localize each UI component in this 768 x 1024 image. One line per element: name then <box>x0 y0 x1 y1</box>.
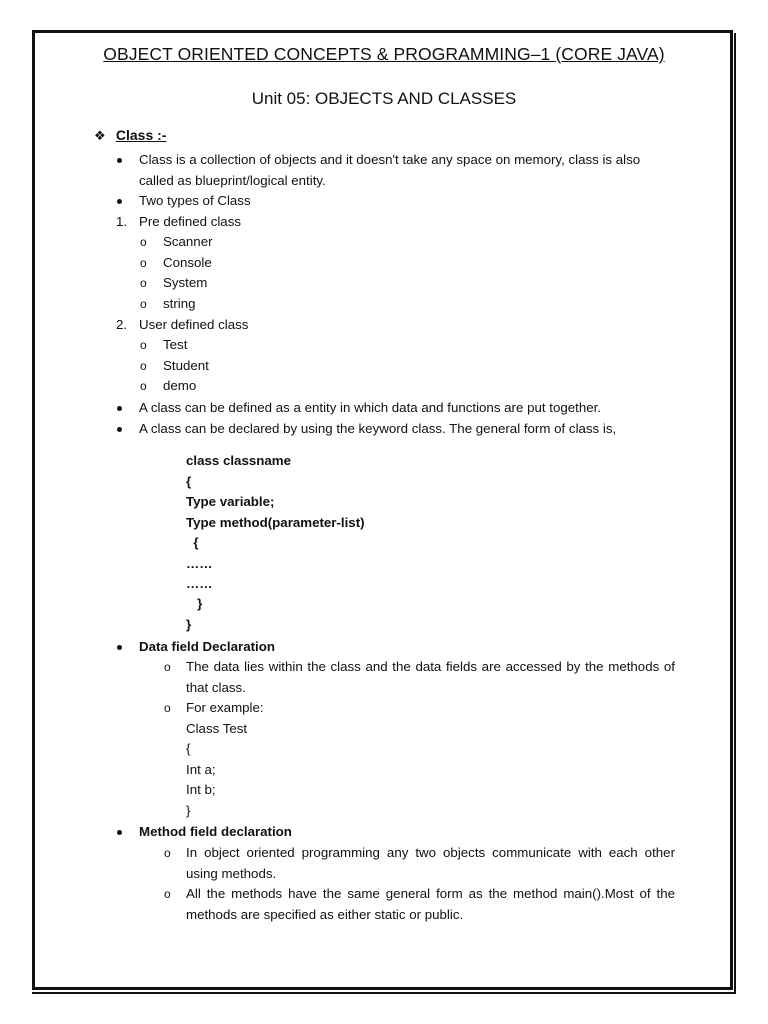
circle-bullet-icon: o <box>164 660 171 674</box>
list-item: Scanner <box>163 234 213 249</box>
bullet-icon <box>117 830 122 835</box>
diamond-bullet-icon: ❖ <box>94 128 106 143</box>
data-field-description: The data lies within the class and the data fields are accessed by the methods of that class. <box>186 659 675 695</box>
circle-bullet-icon: o <box>164 887 171 901</box>
example-line: { <box>186 741 191 756</box>
list-item: Student <box>163 358 209 373</box>
method-field-description-1: In object oriented programming any two objects communicate with each other using methods. <box>186 845 675 881</box>
syntax-line: class classname <box>186 453 291 468</box>
list-number: 1. <box>116 214 128 229</box>
syntax-line: { <box>186 535 199 550</box>
list-number: 2. <box>116 317 128 332</box>
list-item: string <box>163 296 196 311</box>
circle-bullet-icon: o <box>164 846 171 860</box>
example-line: Int a; <box>186 762 216 777</box>
circle-bullet-icon: o <box>140 338 147 352</box>
bullet-icon <box>117 406 122 411</box>
syntax-line: Type method(parameter-list) <box>186 515 365 530</box>
type-label-predefined: Pre defined class <box>139 214 241 229</box>
example-line: } <box>186 803 191 818</box>
circle-bullet-icon: o <box>140 297 147 311</box>
page-border-shadow-right <box>734 33 736 993</box>
circle-bullet-icon: o <box>140 256 147 270</box>
data-field-heading: Data field Declaration <box>139 639 275 654</box>
bullet-icon <box>117 199 122 204</box>
syntax-line: } <box>186 596 203 611</box>
class-declaration-bullet: A class can be declared by using the keyword class. The general form of class is, <box>139 421 617 436</box>
method-field-description-2: All the methods have the same general form as the method main().Most of the methods are specified as either static or public. <box>186 886 675 922</box>
bullet-icon <box>117 158 122 163</box>
type-label-userdefined: User defined class <box>139 317 249 332</box>
circle-bullet-icon: o <box>140 359 147 373</box>
document-title: OBJECT ORIENTED CONCEPTS & PROGRAMMING–1 (CORE JAVA) <box>103 44 665 64</box>
bullet-icon <box>117 427 122 432</box>
unit-title: Unit 05: OBJECTS AND CLASSES <box>251 89 517 108</box>
list-item: Console <box>163 255 212 270</box>
syntax-line: …… <box>186 556 213 571</box>
page-border-shadow-bottom <box>32 992 736 994</box>
method-field-heading: Method field declaration <box>139 824 292 839</box>
list-item: demo <box>163 378 197 393</box>
syntax-line: } <box>186 617 192 632</box>
section-heading-text: Class :- <box>115 127 167 143</box>
class-definition-bullet: A class can be defined as a entity in which data and functions are put together. <box>139 400 602 415</box>
circle-bullet-icon: o <box>140 235 147 249</box>
syntax-line: { <box>186 474 192 489</box>
circle-bullet-icon: o <box>140 276 147 290</box>
example-line: Class Test <box>186 721 248 736</box>
bullet-icon <box>117 645 122 650</box>
list-item: System <box>163 275 208 290</box>
circle-bullet-icon: o <box>164 701 171 715</box>
syntax-line: …… <box>186 576 213 591</box>
example-line: Int b; <box>186 782 216 797</box>
section-heading-class <box>94 127 166 144</box>
for-example-label: For example: <box>186 700 264 715</box>
intro-bullet-2: Two types of Class <box>139 193 251 208</box>
circle-bullet-icon: o <box>140 379 147 393</box>
intro-bullet-1-line-2: called as blueprint/logical entity. <box>139 173 326 188</box>
list-item: Test <box>163 337 188 352</box>
syntax-line: Type variable; <box>186 494 275 509</box>
intro-bullet-1-line-1: Class is a collection of objects and it doesn't take any space on memory, class is also <box>139 152 641 167</box>
